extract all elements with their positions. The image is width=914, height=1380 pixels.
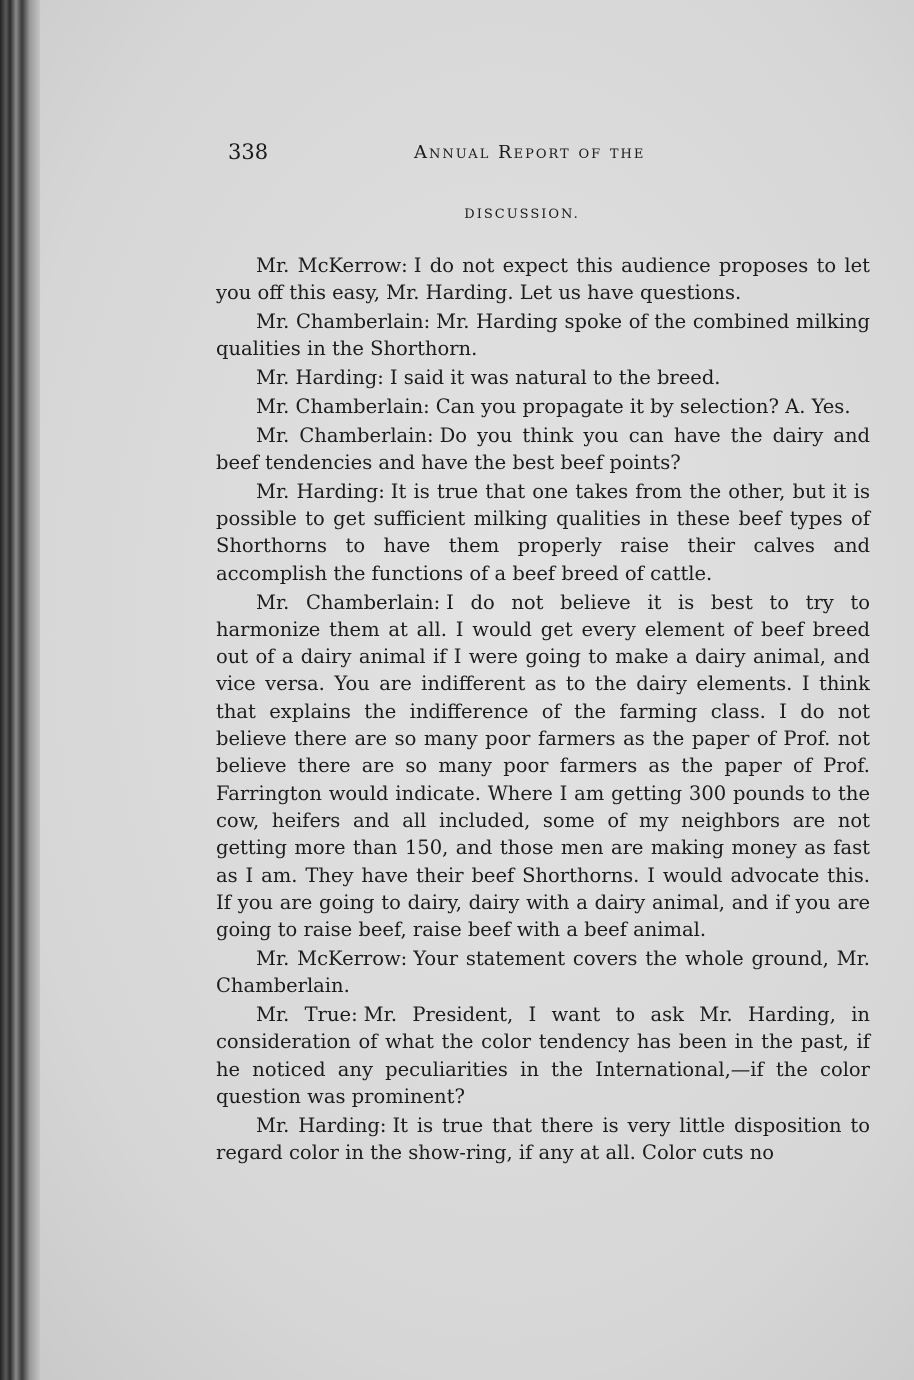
paragraph-text: I said it was natural to the breed. xyxy=(389,366,721,390)
paragraph xyxy=(216,364,870,391)
speaker-name: Mr. Chamberlain: xyxy=(256,310,431,334)
section-heading: DISCUSSION. xyxy=(464,207,580,222)
paragraph-text: It is true that one takes from the other, but it is possible to get sufficient milking qualities in these beef types of Shorthorns to have them properly raise their calves and accomplish the functions of a beef breed of cattle. xyxy=(216,479,871,585)
paragraph xyxy=(216,478,870,587)
speaker-name: Mr. Harding: xyxy=(256,366,384,390)
paragraph-text: Do you think you can have the dairy and beef tendencies and have the best beef points? xyxy=(216,423,871,475)
paragraph-text: I do not expect this audience proposes to let you off this easy, Mr. Harding. Let us have questions. xyxy=(216,254,870,305)
paragraph-text: I do not believe it is best to try to harmonize them at all. I would get every element of beef breed out of a dairy animal if I were going to make a dairy animal, and vice versa. You are indifferent as to the dairy elements. I think that explains the indifference of the farming class. I do not believe there are so many poor farmers as the paper of Prof. not believe there are so many poor farmers as the paper of Prof. Farrington would indicate. Where I am getting 300 pounds to the cow, heifers and all included, some of my neighbors are not getting more than 150, and those men are making money as fast as I am. They have their beef Shorthorns. I would advocate this. If you are going to dairy, dairy with a dairy animal, and if you are going to raise beef, raise beef with a beef animal. xyxy=(216,590,870,942)
paragraph xyxy=(216,1112,870,1167)
speaker-name: Mr. Harding: xyxy=(256,1113,387,1137)
paragraph xyxy=(216,945,870,1000)
speaker-name: Mr. Harding: xyxy=(256,479,385,503)
speaker-name: Mr. Chamberlain: xyxy=(256,423,434,447)
speaker-name: Mr. Chamberlain: xyxy=(256,590,441,614)
body-text xyxy=(216,252,870,1168)
speaker-name: Mr. McKerrow: xyxy=(256,946,408,970)
paragraph-text: Can you propagate it by selection? A. Yes. xyxy=(435,394,851,418)
paragraph xyxy=(216,1001,870,1110)
paragraph xyxy=(216,393,870,420)
paragraph-text: Mr. President, I want to ask Mr. Harding, in consideration of what the color tendency has been in the past, if he noticed any peculiarities in the International,—if the color question was prominent? xyxy=(216,1003,870,1108)
paragraph-text: Mr. Harding spoke of the combined milking qualities in the Shorthorn. xyxy=(216,310,870,361)
speaker-name: Mr. Chamberlain: xyxy=(256,394,430,418)
paragraph xyxy=(216,308,870,363)
paragraph xyxy=(216,589,870,944)
page-number: 338 xyxy=(228,140,269,164)
paragraph-text: It is true that there is very little disposition to regard color in the show-ring, if any at all. Color cuts no xyxy=(216,1113,870,1164)
paragraph xyxy=(216,422,870,477)
speaker-name: Mr. True: xyxy=(256,1003,358,1027)
page-header xyxy=(228,140,868,170)
running-title: Annual Report of the xyxy=(414,142,646,163)
paragraph xyxy=(216,252,870,307)
paragraph-text: Your statement covers the whole ground, Mr. Chamberlain. xyxy=(216,946,870,998)
speaker-name: Mr. McKerrow: xyxy=(256,254,408,277)
